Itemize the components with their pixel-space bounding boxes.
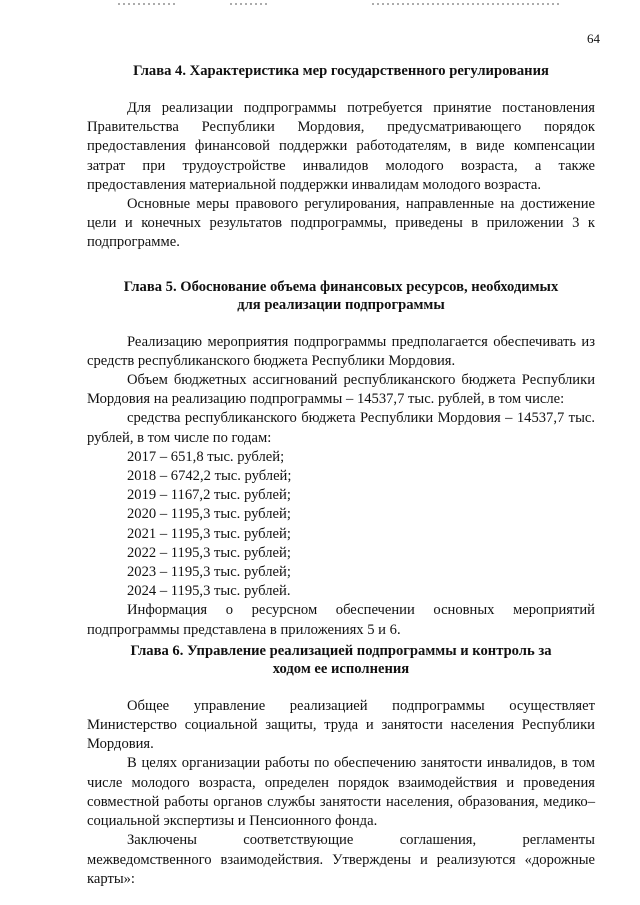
paragraph: Реализацию мероприятия подпрограммы предполагается обеспечивать из средств республиканского бюджета Республики Мордовия. xyxy=(87,333,595,369)
paragraph: средства республиканского бюджета Республики Мордовия – 14537,7 тыс. рублей, в том числе по годам: xyxy=(87,410,595,446)
chapter-6-heading-line-2: ходом ее исполнения xyxy=(272,660,410,677)
paragraph: Информация о ресурсном обеспечении основных мероприятий подпрограммы представлена в приложениях 5 и 6. xyxy=(87,602,595,638)
paragraph: Объем бюджетных ассигнований республиканского бюджета Республики Мордовия на реализацию подпрограммы – 14537,7 тыс. рублей, в том числе: xyxy=(87,372,595,408)
chapter-5-heading-line-1: Глава 5. Обоснование объема финансовых ресурсов, необходимых xyxy=(123,278,559,295)
list-item: 2023 – 1195,3 тыс. рублей; xyxy=(127,564,291,581)
paragraph: Основные меры правового регулирования, направленные на достижение цели и конечных результатов подпрограммы, приведены в приложении 3 к подпрограмме. xyxy=(87,196,595,251)
page-number: 64 xyxy=(587,31,600,46)
document-body xyxy=(87,62,595,889)
chapter-6 xyxy=(87,642,595,889)
paragraph: В целях организации работы по обеспечению занятости инвалидов, в том числе молодого возраста, определен порядок взаимодействия и проведения совместной работы органов службы занятости населения, образования, медико–социальной экспертизы и Пенсионного фонда. xyxy=(87,755,595,830)
list-item: 2019 – 1167,2 тыс. рублей; xyxy=(127,487,291,504)
paragraph: Для реализации подпрограммы потребуется принятие постановления Правительства Республики Мордовия, предусматривающего порядок предоставления финансовой поддержки работодателям, в виде компенсации затрат при трудоустройстве инвалидов молодого возраста, а также предоставления материальной поддержки инвалидам молодого возраста. xyxy=(87,100,595,193)
list-item: 2020 – 1195,3 тыс. рублей; xyxy=(127,506,291,523)
scan-artifact-right xyxy=(372,3,562,5)
list-item: 2022 – 1195,3 тыс. рублей; xyxy=(127,544,291,561)
chapter-5-heading-line-2: для реализации подпрограммы xyxy=(237,296,445,313)
paragraph: Общее управление реализацией подпрограммы осуществляет Министерство социальной защиты, труда и занятости населения Республики Мордовия. xyxy=(87,697,595,753)
list-item: 2024 – 1195,3 тыс. рублей. xyxy=(127,583,291,600)
chapter-5 xyxy=(87,278,595,640)
scan-artifact-left xyxy=(118,3,178,5)
chapter-6-heading xyxy=(87,642,595,678)
scan-artifact-middle xyxy=(230,3,270,5)
list-item: 2017 – 651,8 тыс. рублей; xyxy=(127,448,285,465)
list-item: 2021 – 1195,3 тыс. рублей; xyxy=(127,525,291,542)
chapter-6-heading-line-1: Глава 6. Управление реализацией подпрограммы и контроль за xyxy=(130,642,552,659)
paragraph: Заключены соответствующие соглашения, регламенты межведомственного взаимодействия. Утверждены и реализуются «дорожные карты»: xyxy=(87,832,595,887)
chapter-5-heading xyxy=(87,278,595,314)
chapter-4 xyxy=(87,62,595,253)
list-item: 2018 – 6742,2 тыс. рублей; xyxy=(127,468,292,485)
funding-by-year-list xyxy=(87,448,595,602)
chapter-4-heading: Глава 4. Характеристика мер государственного регулирования xyxy=(133,63,549,79)
